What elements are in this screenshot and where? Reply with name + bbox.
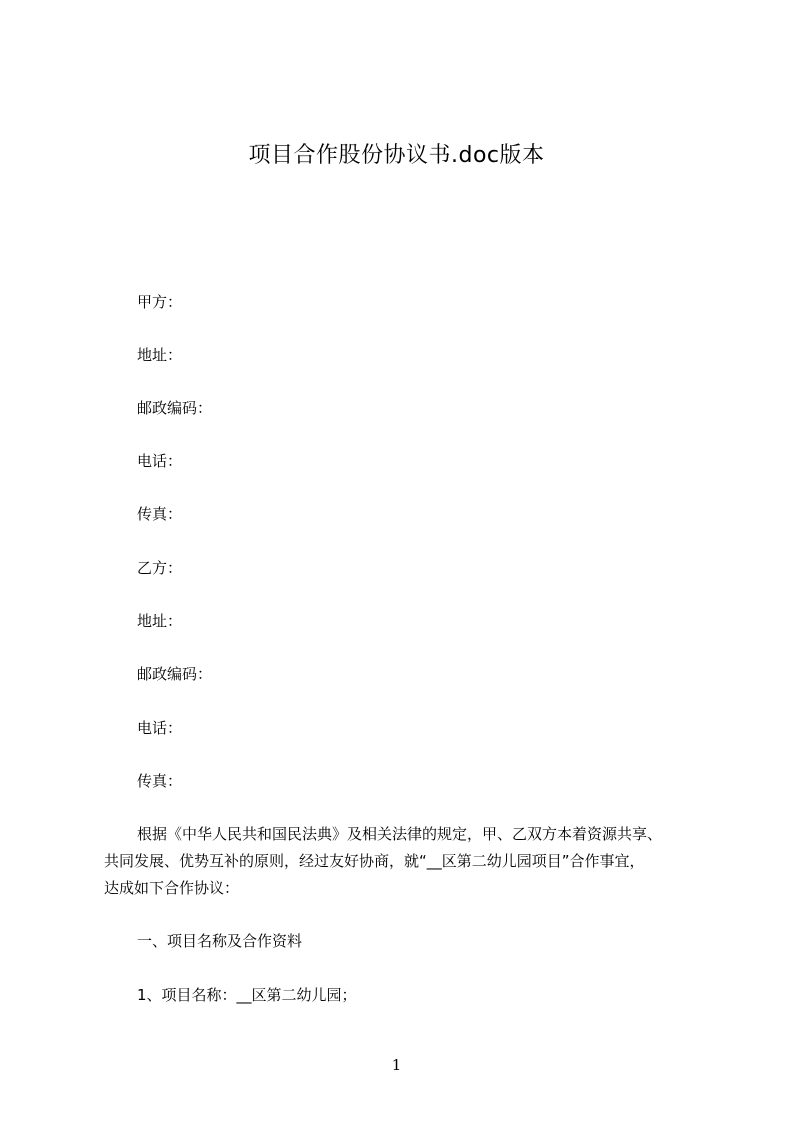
party-a-fax-label: 传真：: [137, 505, 183, 523]
preamble-paragraph: [104, 824, 694, 905]
party-b-address-label: 地址：: [137, 612, 183, 630]
document-title: 项目合作股份协议书.doc版本: [248, 143, 545, 168]
party-b-phone-label: 电话：: [137, 719, 183, 737]
party-a-address-label: 地址：: [137, 346, 183, 364]
party-a-label: 甲方：: [137, 293, 183, 311]
item-1-project-name: 1、项目名称：__区第二幼儿园；: [137, 986, 357, 1004]
preamble-line: 共同发展、优势互补的原则，经过友好协商，就“__区第二幼儿园项目”合作事宜，: [104, 852, 645, 870]
preamble-line: 根据《中华人民共和国民法典》及相关法律的规定，甲、乙双方本着资源共享、: [137, 825, 663, 843]
page-number: 1: [391, 1056, 402, 1074]
party-b-label: 乙方：: [137, 559, 183, 577]
preamble-line: 达成如下合作协议：: [104, 879, 240, 897]
party-b-fax-label: 传真：: [137, 772, 183, 790]
party-b-postcode-label: 邮政编码：: [137, 665, 213, 683]
party-a-postcode-label: 邮政编码：: [137, 399, 213, 417]
party-a-phone-label: 电话：: [137, 452, 183, 470]
section-1-heading: 一、项目名称及合作资料: [137, 932, 303, 950]
